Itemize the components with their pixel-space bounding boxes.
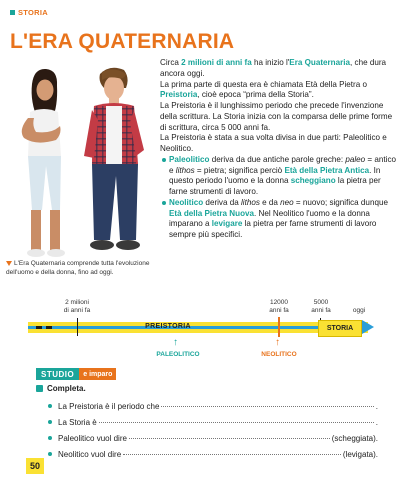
caption-triangle-icon [6,261,12,266]
timeline-tick-start [77,318,78,336]
section-square-icon [10,10,15,15]
answer-blank[interactable] [123,454,341,455]
paragraph-3: La Preistoria è il lunghissimo periodo che precede l'invenzione della scrittura. La Storia inizia con la comparsa delle prime forme di scrittura, circa 5 000 anni fa. [160,101,393,132]
studio-badge [36,368,116,380]
exercise-row: Paleolitico vuol dire (scheggiata). [48,434,378,443]
bullet-dot-icon [48,420,52,424]
timeline-neolitico-mark [278,317,280,337]
bullet-list [160,155,398,241]
exercise-row: Neolitico vuol dire (levigata). [48,450,378,459]
boy-figure [84,68,144,250]
neolitico-label: NEOLITICO [261,351,297,358]
page-title: L'ERA QUATERNARIA [10,30,235,53]
section-tag [10,8,48,17]
timeline-dash [36,326,42,329]
timeline-dash [46,326,52,329]
bullet-dot-icon [48,436,52,440]
paragraph-4: La Preistoria è stata a sua volta divisa in due parti: Paleolitico e Neolitico. [160,133,387,153]
photo-caption [6,260,156,277]
teenagers-photo [6,60,154,260]
answer-blank[interactable] [129,438,330,439]
studio-label: STUDIO [36,368,79,380]
caption-text: L'Era Quaternaria comprende tutta l'evoluzione dell'uomo e della donna, fino ad oggi. [6,260,150,276]
page-number: 50 [26,458,44,474]
storia-box: STORIA [318,320,362,337]
exercise-row: La Preistoria è il periodo che . [48,402,378,411]
exercise-row: La Storia è . [48,418,378,427]
answer-blank[interactable] [161,406,373,407]
timeline-label-2-million: 2 milioni di anni fa [63,299,91,314]
timeline-label-5000: 5000 anni fa [311,299,331,314]
main-text [160,58,398,241]
exercise-instruction: Completa. [36,384,86,393]
bullet-dot-icon [48,452,52,456]
girl-figure [22,69,65,257]
bullet-neolitico: Neolitico deriva da lithos e da neo = nuovo; significa dunque Età della Pietra Nuova. Nel Neolitico l'uomo e la donna imparano a levigare la pietra per farne strumenti di lavoro sempre più specifici. [160,198,398,241]
timeline-arrow-icon [362,320,374,334]
bullet-paleolitico: Paleolitico deriva da due antiche parole greche: paleo = antico e lithos = pietra; significa perciò Età della Pietra Antica. In questo periodo l'uomo e la donna scheggiano la pietra per farne strumenti di lavoro. [160,155,398,198]
section-label: STORIA [18,8,48,17]
paragraph-2: La prima parte di questa era è chiamata Età della Pietra o Preistoria, cioè epoca “prima della Storia”. [160,79,367,100]
timeline-label-oggi: oggi [352,307,366,314]
timeline-label-12000: 12000 anni fa [269,299,289,314]
preistoria-label: PREISTORIA [145,323,191,330]
answer-blank[interactable] [99,422,374,423]
imparo-label: e imparo [79,368,116,380]
instruction-square-icon [36,385,43,392]
bullet-dot-icon [48,404,52,408]
up-arrow-icon: ↑ [173,337,178,348]
paragraph-1: Circa 2 milioni di anni fa ha inizio l'Era Quaternaria, che dura ancora oggi. [160,58,387,78]
up-arrow-icon: ↑ [275,337,280,348]
paleolitico-label: PALEOLITICO [156,351,200,358]
